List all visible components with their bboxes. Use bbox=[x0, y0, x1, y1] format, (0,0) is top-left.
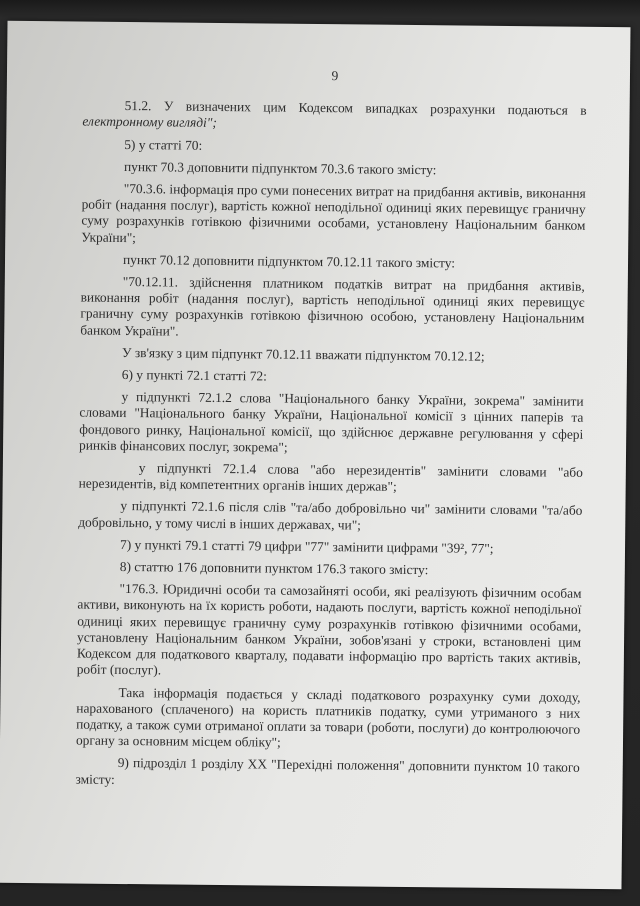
paragraph-renumber: У зв'язку з цим підпункт 70.12.11 вважати підпунктом 70.12.12; bbox=[121, 344, 485, 364]
paragraph-51-2-italic: електронному вигляді"; bbox=[82, 113, 217, 131]
paragraph-51-2 bbox=[82, 98, 586, 136]
document-page bbox=[0, 21, 630, 889]
paragraph-70-12-11: "70.12.11. здійснення платником податків витрат на придбання активів, виконання робіт (надання послуг), вартість неподільної одиниці яких перевищує граничну суму розрахунків готівкою фізичною особою, установлену Національним банком України". bbox=[80, 274, 585, 339]
paragraph-72-1-6: у підпункті 72.1.6 після слів "та/або добровільно чи" замінити словами "та/або добровільно, у тому числі в інших державах, чи"; bbox=[78, 498, 583, 533]
paragraph-item-7: 7) у пункті 79.1 статті 79 цифри "77" замінити цифрами "39², 77"; bbox=[119, 536, 494, 556]
paragraph-item-5: 5) у статті 70: bbox=[124, 136, 203, 153]
paragraph-70-3-intro: пункт 70.3 доповнити підпунктом 70.3.6 такого змісту: bbox=[123, 158, 437, 178]
paragraph-70-3-6: "70.3.6. інформація про суми понесених витрат на придбання активів, виконання робіт (надання послуг), вартість кожної неподільної одиниці яких перевищує граничну суму розрахунків готівкою фізичними особами, установлену Національним банком України"; bbox=[81, 181, 586, 245]
paragraph-176-3: "176.3. Юридичні особи та самозайняті особи, які реалізують фізичним особам активи, виконують на їх користь роботи, надають послуги, вартість кожної неподільної одиниці яких перевищує граничну суму розрахунків готівкою фізичними особами, установлену Національним банком України, зобов'язані у строки, встановлені цим Кодексом для податкового кварталу, подавати інформацію про вартість таких активів, робіт (послуг). bbox=[76, 581, 582, 678]
paragraph-item-8: 8) статтю 176 доповнити пунктом 176.3 такого змісту: bbox=[119, 559, 429, 578]
paragraph-72-1-4: у підпункті 72.1.4 слова "або нерезидентів" замінити словами "або нерезидентів, від компетентних органів інших держав"; bbox=[78, 460, 583, 495]
paragraph-51-2-text: 51.2. У визначених цим Кодексом випадках розрахунки подаються в bbox=[124, 98, 587, 119]
paragraph-item-9: 9) підрозділ 1 розділу XX "Перехідні положення" доповнити пунктом 10 такого змісту: bbox=[75, 755, 580, 787]
page-number: 9 bbox=[331, 68, 339, 84]
paragraph-176-3-info: Така інформація подається у складі податкового розрахунку суми доходу, нарахованого (сплаченого) на користь платників податку, суми утриманого з них податку, а також суми отриманої оплати за товари (роботи, послуги) до контролюючого органу за основним місцем обліку"; bbox=[75, 684, 581, 750]
paragraph-72-1-2: у підпункті 72.1.2 слова "Національного банку України, зокрема" замінити словами "Національного банку України, Національної комісії з цінних паперів та фондового ринку, Національної комісії, що здійснює державне регулювання у сфері ринків фінансових послуг, зокрема"; bbox=[79, 389, 584, 455]
paragraph-70-12-intro: пункт 70.12 доповнити підпунктом 70.12.11 такого змісту: bbox=[122, 251, 456, 271]
paragraph-item-6: 6) у пункті 72.1 статті 72: bbox=[121, 367, 267, 384]
page-content bbox=[75, 66, 587, 799]
